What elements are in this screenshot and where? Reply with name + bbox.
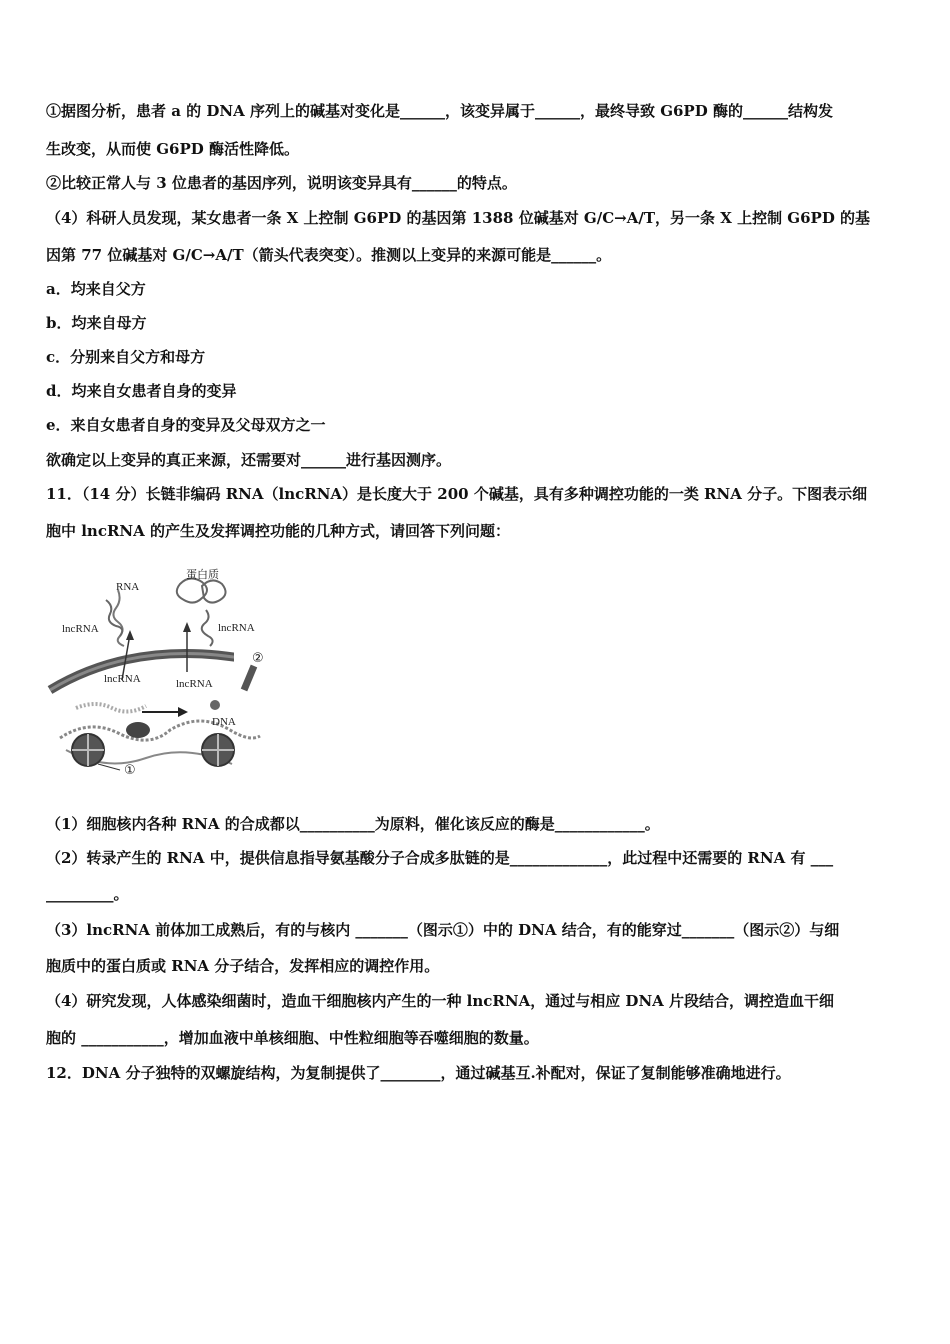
line-q11-1: 11．（14 分）长链非编码 RNA（lncRNA）是长度大于 200 个碱基，具有多种调控功能的一类 RNA 分子。下图表示细 <box>46 485 868 503</box>
option-b: b．均来自母方 <box>46 314 147 332</box>
line-q11-3: （1）细胞核内各种 RNA 的合成都以__________为原料，催化该反应的酶是____________。 <box>46 815 660 833</box>
lncrna-squiggle-right <box>202 610 213 646</box>
line-q10-2: 生改变，从而使 G6PD 酶活性降低。 <box>46 140 299 158</box>
lncrna-figure <box>46 560 272 782</box>
bound-factor <box>210 700 220 710</box>
label-lncrna-left: lncRNA <box>62 623 99 635</box>
nuclear-envelope <box>50 653 252 690</box>
label-rna: RNA <box>116 581 140 593</box>
line-q11-8: （4）研究发现，人体感染细菌时，造血干细胞核内产生的一种 lncRNA，通过与相应 DNA 片段结合，调控造血干细 <box>46 992 835 1010</box>
label-lncrna-right: lncRNA <box>218 622 255 634</box>
option-e: e．来自女患者自身的变异及父母双方之一 <box>46 416 326 434</box>
label-lncrna-mid2: lncRNA <box>176 678 213 690</box>
line-q11-4: （2）转录产生的 RNA 中，提供信息指导氨基酸分子合成多肽链的是_____________，此过程中还需要的 RNA 有 ___ <box>46 849 834 867</box>
line-q11-5: _________。 <box>46 885 129 903</box>
line-q12-1: 12．DNA 分子独特的双螺旋结构，为复制提供了________，通过碱基互.补配对，保证了复制能够准确地进行。 <box>46 1064 791 1082</box>
marker-1: ① <box>124 763 136 778</box>
line-q11-9: 胞的 ___________，增加血液中单核细胞、中性粒细胞等吞噬细胞的数量。 <box>46 1029 539 1047</box>
option-d: d．均来自女患者自身的变异 <box>46 382 237 400</box>
label-dna: DNA <box>212 716 236 728</box>
option-c: c．分别来自父方和母方 <box>46 348 206 366</box>
line-q11-2: 胞中 lncRNA 的产生及发挥调控功能的几种方式，请回答下列问题： <box>46 522 510 540</box>
rna-polymerase <box>126 722 150 738</box>
line-q10-1: ①据图分析，患者 a 的 DNA 序列上的碱基对变化是______，该变异属于______，最终导致 G6PD 酶的______结构发 <box>46 102 833 120</box>
marker-2: ② <box>252 651 264 666</box>
line-q10-6: 欲确定以上变异的真正来源，还需要对______进行基因测序。 <box>46 451 452 469</box>
rna-squiggle <box>113 590 124 646</box>
option-a: a．均来自父方 <box>46 280 146 298</box>
line-q10-5: 因第 77 位碱基对 G/C→A/T（箭头代表突变）。推测以上变异的来源可能是______。 <box>46 246 612 264</box>
label-lncrna-mid1: lncRNA <box>104 673 141 685</box>
line-q10-4: （4）科研人员发现，某女患者一条 X 上控制 G6PD 的基因第 1388 位碱基对 G/C→A/T，另一条 X 上控制 G6PD 的基 <box>46 209 871 227</box>
line-q11-6: （3）lncRNA 前体加工成熟后，有的与核内 _______（图示①）中的 DNA 结合，有的能穿过_______（图示②）与细 <box>46 921 840 939</box>
line-q11-7: 胞质中的蛋白质或 RNA 分子结合，发挥相应的调控作用。 <box>46 957 440 975</box>
label-protein: 蛋白质 <box>186 569 219 581</box>
line-q10-3: ②比较正常人与 3 位患者的基因序列，说明该变异具有______的特点。 <box>46 174 517 192</box>
